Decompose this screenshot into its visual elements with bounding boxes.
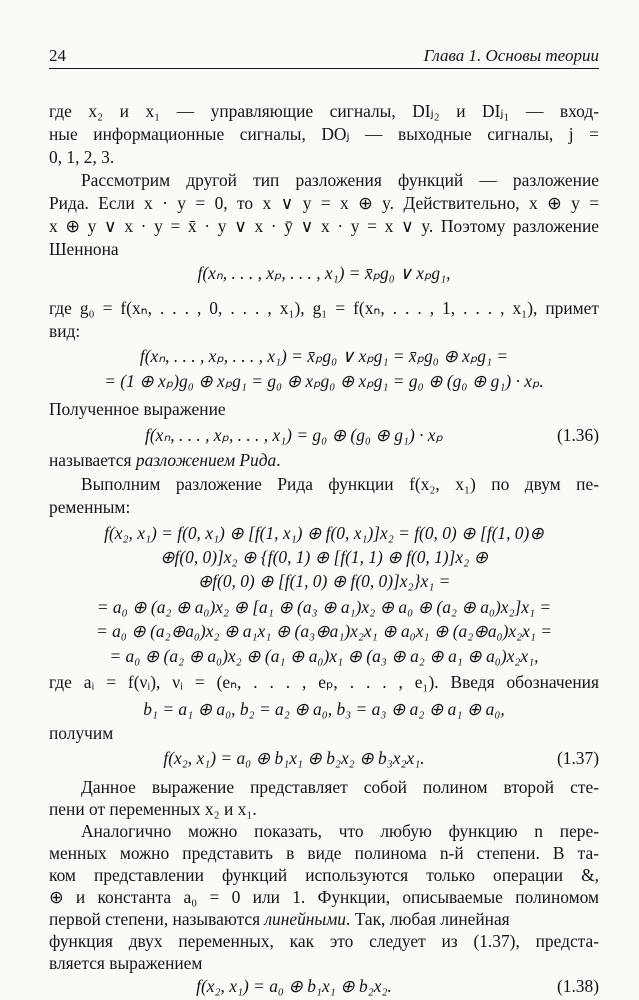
text-line: ременным: bbox=[49, 497, 131, 517]
term-emphasis: разложением Рида bbox=[135, 450, 277, 470]
text-line: Рида. Если x · y = 0, то x ∨ y = x ⊕ y. Действительно, x ⊕ y = bbox=[49, 193, 599, 213]
text-line: пени от переменных x₂ и x₁. bbox=[49, 799, 257, 819]
text-line: Данное выражение представляет собой полином второй сте- bbox=[81, 777, 599, 797]
text-line: где aᵢ = f(νᵢ), νᵢ = (eₙ, . . . , eₚ, . . . , e₁). Введя обозначения bbox=[49, 672, 599, 692]
text-line: x ⊕ y ∨ x · y = x̄ · y ∨ x · ȳ ∨ x · y = x ∨ y. Поэтому разложение bbox=[49, 216, 599, 236]
text-line: функция двух переменных, как это следует из (1.37), предста- bbox=[49, 931, 599, 951]
equation-number: (1.37) bbox=[556, 748, 599, 768]
formula-line: ⊕f(0, 0)]x₂ ⊕ {f(0, 1) ⊕ [f(1, 1) ⊕ f(0, 1)]x₂ ⊕ bbox=[159, 547, 489, 567]
text-line: где x₂ и x₁ — управляющие сигналы, DIⱼ₂ и DIⱼ₁ — вход- bbox=[49, 101, 599, 121]
text-fragment: называется bbox=[49, 450, 136, 470]
formula-line: f(xₙ, . . . , xₚ, . . . , x₁) = g₀ ⊕ (g₀ ⊕ g₁) · xₚ bbox=[145, 425, 443, 445]
formula-line: = (1 ⊕ xₚ)g₀ ⊕ xₚg₁ = g₀ ⊕ xₚg₀ ⊕ xₚg₁ = g₀ ⊕ (g₀ ⊕ g₁) · xₚ. bbox=[104, 371, 544, 391]
text-line bbox=[49, 908, 599, 930]
text-line: Аналогично можно показать, что любую функцию n пере- bbox=[81, 821, 599, 841]
text-line: вляется выражением bbox=[49, 953, 203, 973]
formula-line: ⊕f(0, 0) ⊕ [f(1, 0) ⊕ f(0, 0)]x₂}x₁ = bbox=[197, 571, 451, 591]
formula-line: f(x₂, x₁) = a₀ ⊕ b₁x₁ ⊕ b₂x₂. bbox=[196, 976, 392, 996]
text-fragment: первой степени, называются bbox=[49, 909, 265, 929]
text-line: Шеннона bbox=[49, 239, 119, 259]
equation-number: (1.38) bbox=[556, 976, 599, 996]
chapter-title: Глава 1. Основы теории bbox=[423, 46, 599, 65]
formula-line: b₁ = a₁ ⊕ a₀, b₂ = a₂ ⊕ a₀, b₃ = a₃ ⊕ a₂ ⊕ a₁ ⊕ a₀, bbox=[143, 699, 505, 719]
text-fragment: . Так, любая линейная bbox=[346, 909, 510, 929]
text-line bbox=[49, 449, 599, 471]
formula-line: f(x₂, x₁) = a₀ ⊕ b₁x₁ ⊕ b₂x₂ ⊕ b₃x₂x₁. bbox=[163, 748, 425, 768]
formula-line: = a₀ ⊕ (a₂ ⊕ a₀)x₂ ⊕ [a₁ ⊕ (a₃ ⊕ a₁)x₂ ⊕ a₀ ⊕ (a₂ ⊕ a₀)x₂]x₁ = bbox=[96, 597, 552, 617]
text-line: получим bbox=[49, 723, 114, 743]
text-line: 0, 1, 2, 3. bbox=[49, 147, 115, 167]
text-line: ⊕ и константа a₀ = 0 или 1. Функции, описываемые полиномом bbox=[49, 887, 599, 907]
formula-line: f(x₂, x₁) = f(0, x₁) ⊕ [f(1, x₁) ⊕ f(0, x₁)]x₂ = f(0, 0) ⊕ [f(1, 0)⊕ bbox=[104, 523, 544, 543]
page-number: 24 bbox=[49, 46, 66, 65]
text-line: Рассмотрим другой тип разложения функций — разложение bbox=[81, 170, 599, 190]
text-line: менных можно представить в виде полинома n-й степени. В та- bbox=[49, 843, 599, 863]
equation-number: (1.36) bbox=[556, 425, 599, 445]
formula-line: = a₀ ⊕ (a₂ ⊕ a₀)x₂ ⊕ (a₁ ⊕ a₀)x₁ ⊕ (a₃ ⊕ a₂ ⊕ a₁ ⊕ a₀)x₂x₁, bbox=[109, 646, 539, 666]
text-line: вид: bbox=[49, 321, 81, 341]
formula-line: f(xₙ, . . . , xₚ, . . . , x₁) = x̄ₚg₀ ∨ xₚg₁ = x̄ₚg₀ ⊕ xₚg₁ = bbox=[139, 346, 509, 366]
formula-line: f(xₙ, . . . , xₚ, . . . , x₁) = x̄ₚg₀ ∨ xₚg₁, bbox=[197, 263, 451, 283]
formula-line: = a₀ ⊕ (a₂⊕a₀)x₂ ⊕ a₁x₁ ⊕ (a₃⊕a₁)x₂x₁ ⊕ a₀x₁ ⊕ (a₂⊕a₀)x₂x₁ = bbox=[96, 621, 552, 641]
text-line: Полученное выражение bbox=[49, 399, 226, 419]
running-header bbox=[49, 46, 599, 69]
text-line: где g₀ = f(xₙ, . . . , 0, . . . , x₁), g₁ = f(xₙ, . . . , 1, . . . , x₁), примет bbox=[49, 298, 599, 318]
term-emphasis: линейными bbox=[264, 909, 346, 929]
text-line: ком представлении функций используются только операции &, bbox=[49, 865, 599, 885]
text-line: Выполним разложение Рида функции f(x₂, x₁) по двум пе- bbox=[81, 474, 599, 494]
text-fragment: . bbox=[276, 450, 281, 470]
text-line: ные информационные сигналы, DOⱼ — выходные сигналы, j = bbox=[49, 124, 599, 144]
